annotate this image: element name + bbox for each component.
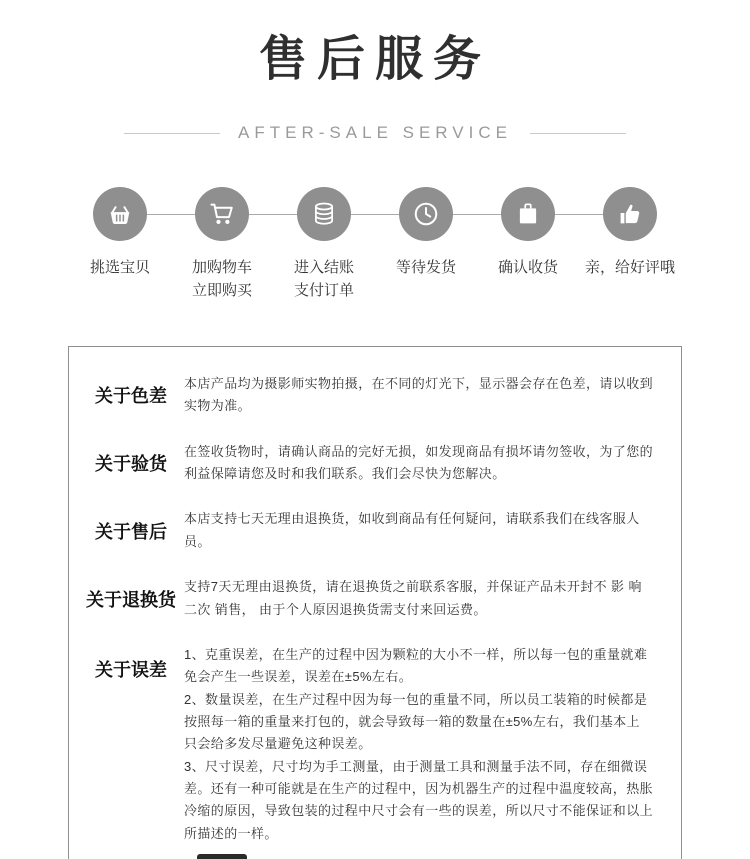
step-good-review (582, 187, 678, 302)
step-pick-item (72, 187, 168, 302)
section-heading: 关于色差 (95, 386, 167, 407)
step-add-to-cart (174, 187, 270, 302)
section-paragraph: 2、数量误差，在生产过程中因为每一包的重量不同，所以员工装箱的时候都是按照每一箱的重量来打包的，就会导致每一箱的数量在±5%左右，我们基本上只会给多发尽量避免这种误差。 (184, 691, 648, 752)
step-label (498, 257, 558, 280)
step-label-line1: 等待发货 (395, 259, 456, 276)
section-returns (85, 576, 653, 621)
purchase-steps (0, 187, 750, 302)
section-paragraph: 支持7天无理由退换货，请在退换货之前联系客服，并保证产品未开封不 影 响 二次 销售， 由于个人原因退换货需支付来回运费。 (184, 579, 642, 617)
service-info-box (68, 346, 682, 859)
section-paragraph: 3、尺寸误差，尺寸均为手工测量，由于测量工具和测量手法不同，存在细微误差。还有一种可能就是在生产的过程中，因为机器生产的过程中温度较高，热胀冷缩的原因，导致包装的过程中尺寸会有一些的误差，所以尺寸不能保证和以上所描述的一样。 (184, 758, 654, 841)
step-label (294, 257, 354, 302)
section-body (177, 576, 653, 621)
section-inspection (85, 441, 653, 486)
cart-icon (195, 187, 249, 241)
step-label (396, 257, 456, 280)
section-paragraph: 本店产品均为摄影师实物拍摄，在不同的灯光下，显示器会存在色差，请以收到实物为准。 (184, 376, 654, 414)
step-label-line1: 亲，给好评哦 (584, 259, 675, 276)
step-label-line2: 立即购买 (191, 281, 252, 299)
step-label-line1: 确认收货 (497, 259, 558, 276)
subtitle-text: AFTER-SALE SERVICE (238, 123, 512, 142)
page-title: 售后服务 (258, 33, 491, 86)
section-body (177, 508, 653, 553)
section-paragraph: 本店支持七天无理由退换货，如收到商品有任何疑问，请联系我们在线客服人员。 (184, 511, 640, 549)
clock-icon (399, 187, 453, 241)
step-label-line1: 进入结账 (293, 259, 354, 276)
section-tolerance (85, 644, 653, 845)
section-body (177, 644, 653, 845)
coins-icon (297, 187, 351, 241)
section-color-difference (85, 373, 653, 418)
step-label-line2: 支付订单 (293, 281, 354, 299)
section-body (177, 441, 653, 486)
section-paragraph: 在签收货物时，请确认商品的完好无损，如发现商品有损坏请勿签收，为了您的利益保障请您及时和我们联系。我们会尽快为您解决。 (184, 443, 654, 482)
step-label (90, 257, 150, 280)
section-heading: 关于售后 (95, 521, 167, 542)
next-section-peek (197, 854, 247, 859)
section-body (177, 373, 653, 418)
thumbs-up-icon (603, 187, 657, 241)
page-subtitle (0, 123, 750, 143)
section-heading: 关于误差 (95, 659, 167, 680)
step-wait-shipping (378, 187, 474, 302)
package-icon (501, 187, 555, 241)
divider-left (124, 133, 220, 134)
step-confirm-receipt (480, 187, 576, 302)
section-after-sale (85, 508, 653, 553)
step-label-line1: 加购物车 (191, 259, 252, 276)
step-label (585, 257, 675, 280)
step-label (192, 257, 252, 302)
section-heading: 关于验货 (95, 454, 167, 475)
basket-icon (93, 187, 147, 241)
section-heading: 关于退换货 (86, 589, 176, 610)
step-label-line1: 挑选宝贝 (89, 259, 150, 276)
section-paragraph: 1、克重误差，在生产的过程中因为颗粒的大小不一样，所以每一包的重量就难免会产生一些误差，误差在±5%左右。 (184, 646, 648, 685)
step-checkout-pay (276, 187, 372, 302)
divider-right (530, 133, 626, 134)
